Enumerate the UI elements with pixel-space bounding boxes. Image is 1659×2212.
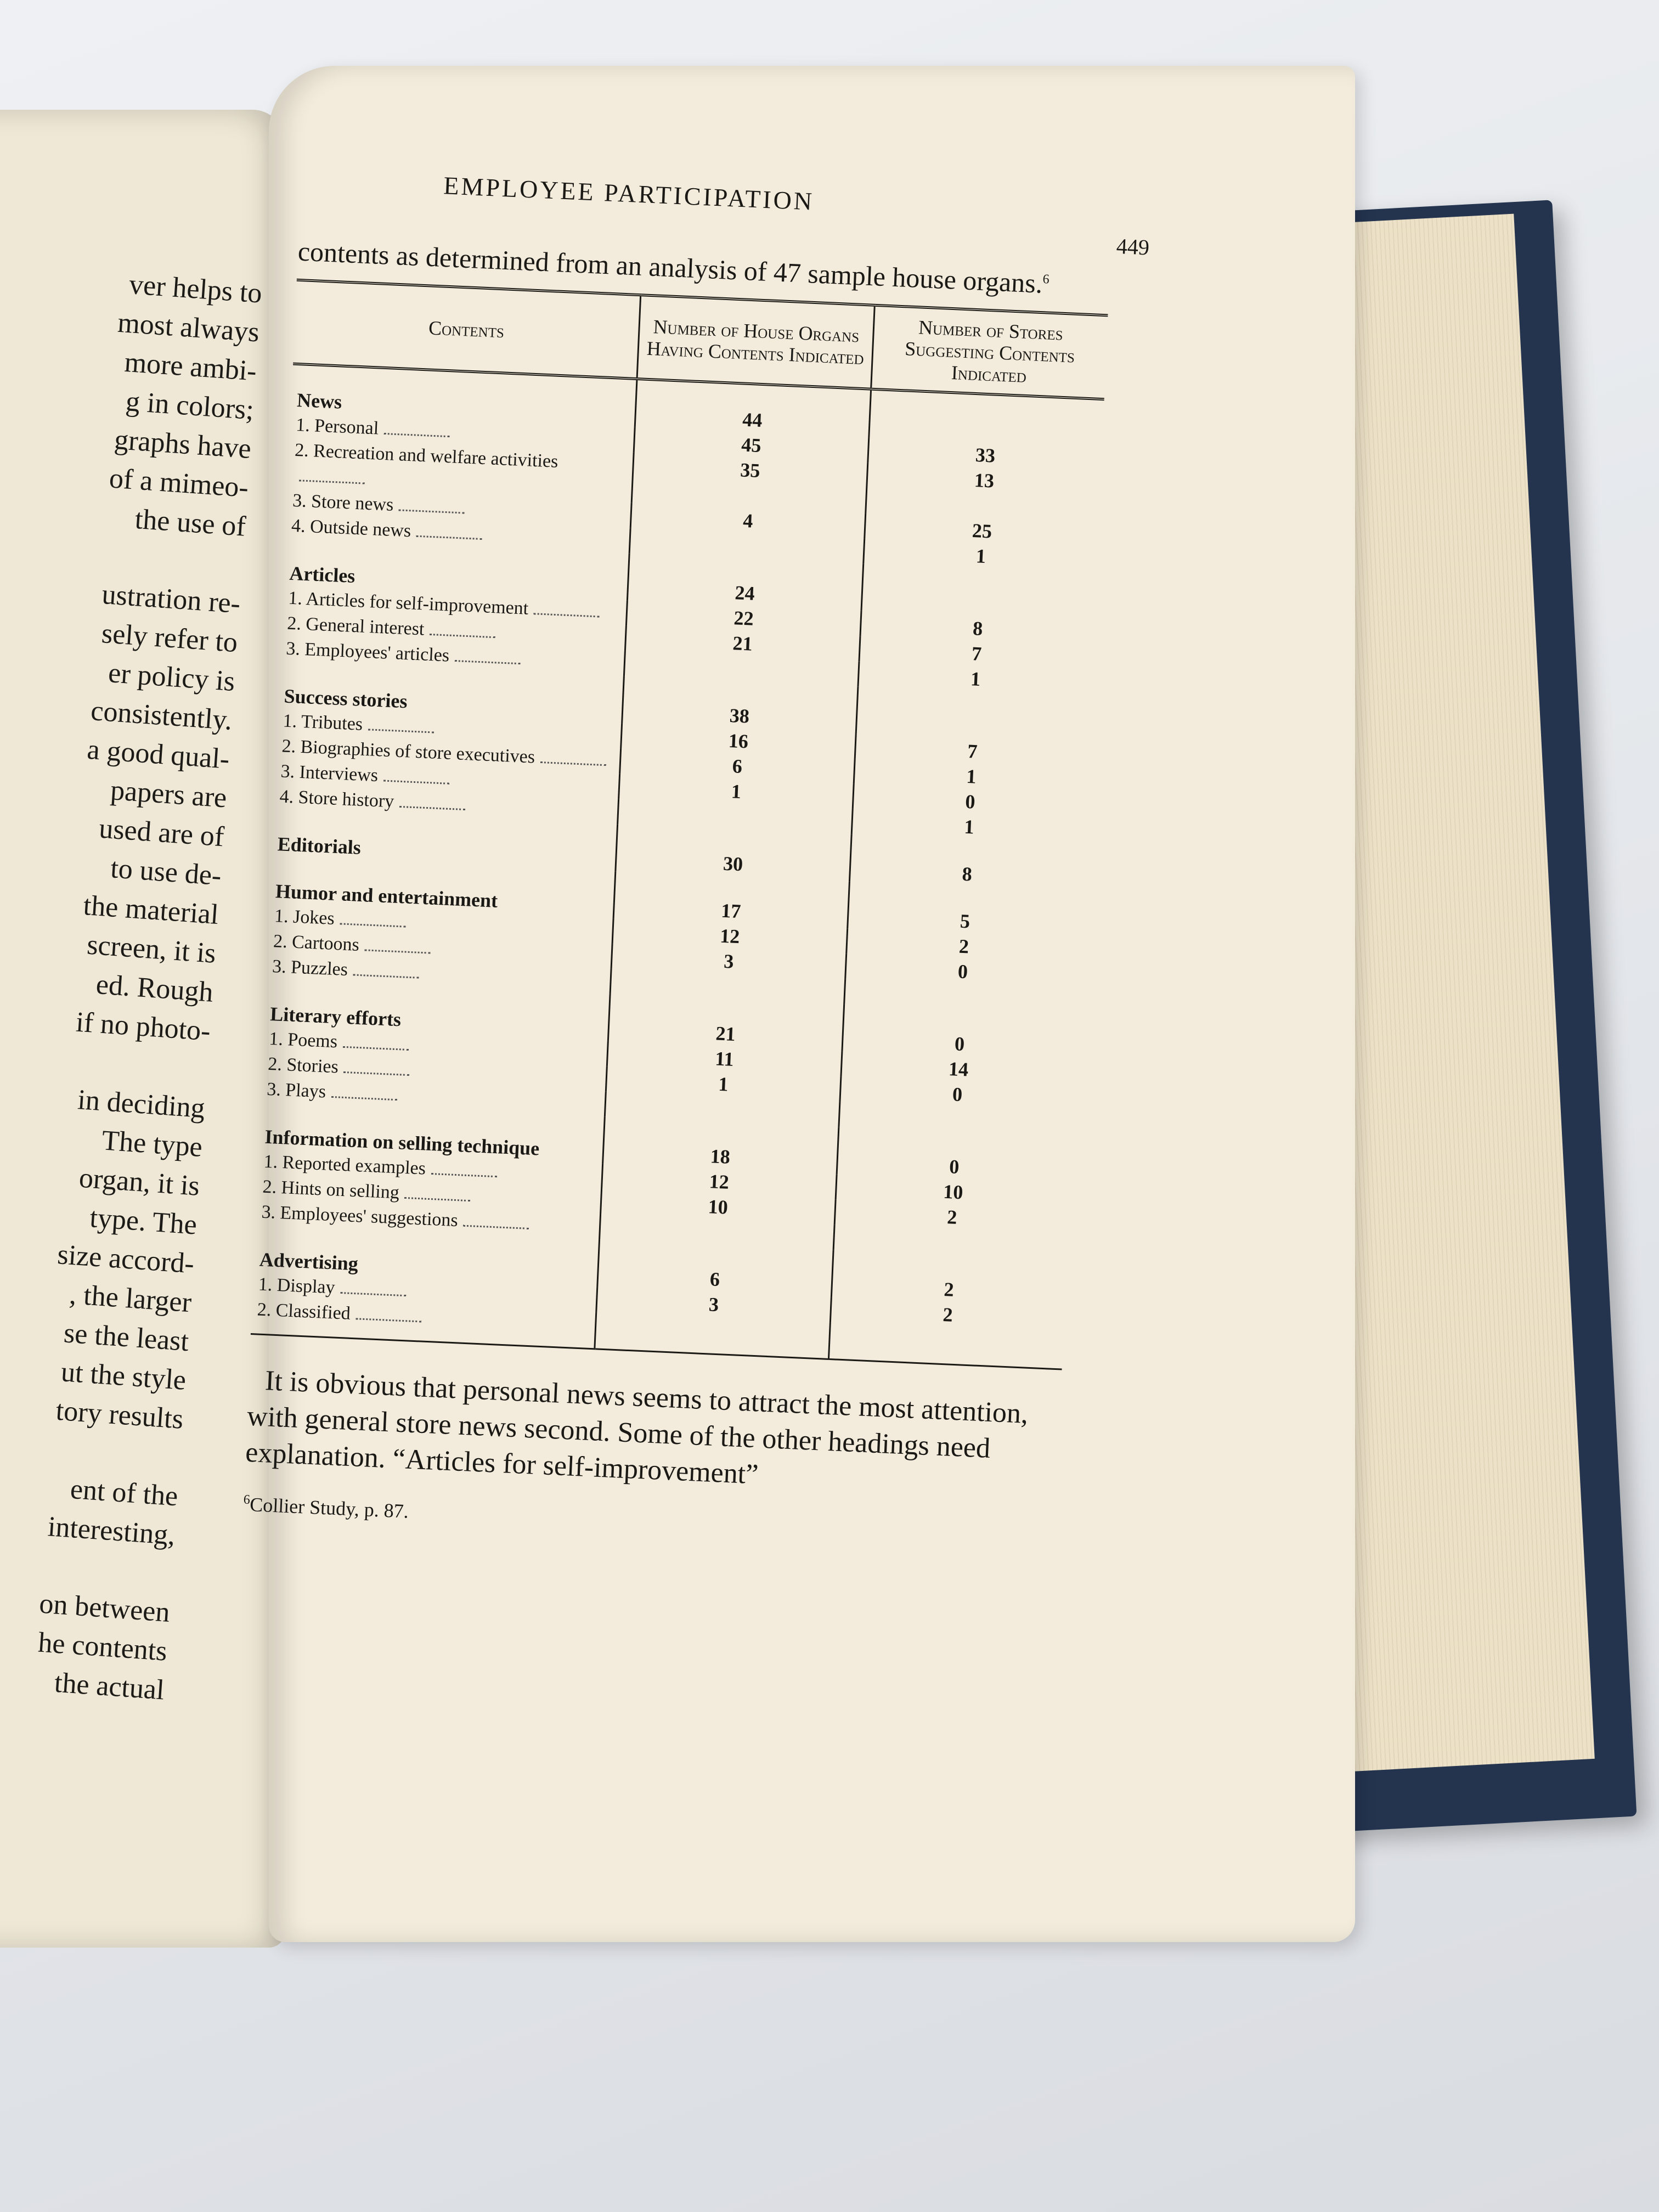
house-organs-count: 3 [596, 1286, 832, 1322]
leader-dots [534, 613, 600, 617]
left-text-line: he contents [37, 1627, 168, 1667]
leader-dots [399, 509, 465, 514]
page-number: 449 [1115, 233, 1150, 260]
left-text-line: used are of [98, 812, 225, 853]
row-label: 3. Puzzles [266, 953, 611, 994]
row-label: 1. Jokes [268, 903, 613, 943]
house-organs-count: 4 [630, 503, 866, 538]
intro-text: contents as determined from an analysis of 47 sample house organs.$^6$ [297, 235, 1050, 299]
row-label: News [296, 388, 343, 413]
left-text-line: papers are [109, 774, 228, 814]
left-text-line: graphs have [113, 424, 252, 465]
row-label: 1. Poems [263, 1026, 608, 1066]
row-label: 3. Employees' suggestions [256, 1199, 601, 1239]
header-contents: Contents [293, 280, 640, 379]
stores-count: 1 [851, 809, 1086, 845]
body-paragraph: It is obvious that personal news seems to attract the most attention, with general store news second. Some of the other headings need explanation. “Articles for self-improvement” [245, 1364, 1029, 1491]
row-label: Editorials [277, 832, 362, 859]
left-page [0, 110, 285, 1948]
row-label: 4. Outside news [285, 513, 630, 553]
row-label: 2. Classified [251, 1297, 596, 1349]
page-content [242, 165, 1151, 1553]
header-house-organs: Number of House Organs Having Contents Indicated [637, 295, 874, 388]
left-text-line: sely refer to [100, 618, 239, 659]
row-label: 2. Recreation and welfare activities [287, 437, 634, 503]
leader-dots [404, 1197, 470, 1201]
leader-dots [399, 806, 465, 810]
house-organs-count: 45 [634, 427, 869, 463]
left-text-line: g in colors; [125, 386, 255, 426]
left-text-line: the actual [53, 1667, 166, 1706]
stores-count: 10 [836, 1174, 1070, 1210]
leader-dots [383, 780, 449, 784]
leader-dots [299, 479, 365, 484]
left-text-line: consistently. [89, 695, 234, 736]
house-organs-count: 3 [611, 944, 847, 979]
left-text-line: er policy is [107, 657, 236, 698]
table-body [251, 364, 1104, 1369]
house-organs-count: 24 [627, 553, 863, 611]
left-text-line: screen, it is [86, 929, 217, 969]
leader-dots [463, 1224, 529, 1229]
left-text-line: a good qual- [86, 733, 231, 775]
contents-table [251, 278, 1108, 1370]
stores-count: 2 [831, 1250, 1066, 1307]
left-text-line: ut the style [60, 1356, 187, 1397]
footnote-text: Collier Study, p. 87. [249, 1493, 409, 1522]
row-label: 2. Hints on selling [257, 1174, 602, 1214]
stores-count: 8 [849, 834, 1085, 891]
row-label: Humor and entertainment [275, 879, 499, 912]
stores-count: 0 [842, 1004, 1077, 1061]
house-organs-count: 35 [631, 453, 868, 514]
left-text-line: organ, it is [78, 1162, 201, 1202]
row-label: 3. Store news [286, 488, 631, 528]
row-label: 3. Interviews [275, 759, 620, 799]
left-text-line: if no photo- [75, 1006, 212, 1047]
stores-count: 0 [840, 1076, 1074, 1112]
stores-count: 1 [864, 538, 1098, 574]
row-label: Articles [289, 562, 356, 587]
row-label: 2. Stories [262, 1051, 607, 1091]
row-label: 1. Reported examples [258, 1149, 603, 1189]
stores-count: 2 [830, 1297, 1064, 1333]
house-organs-count: 6 [620, 748, 855, 784]
house-organs-count: 12 [601, 1164, 837, 1199]
left-text-line: ver helps to [128, 269, 263, 309]
leader-dots [540, 761, 606, 766]
left-text-line: in deciding [76, 1084, 206, 1125]
house-organs-count: 10 [600, 1189, 836, 1224]
left-text-line: se the least [63, 1317, 190, 1358]
row-label: 4. Store history [274, 784, 619, 824]
stores-count: 1 [854, 759, 1088, 794]
stores-count: 13 [866, 462, 1101, 523]
left-text-line: ustration re- [100, 578, 241, 620]
stores-count: 0 [853, 784, 1087, 820]
house-organs-count: 1 [606, 1066, 841, 1102]
stores-count: 5 [848, 881, 1083, 938]
left-text-line: type. The [88, 1202, 198, 1241]
leader-dots [384, 433, 450, 437]
row-label: Information on selling technique [264, 1125, 540, 1160]
left-text-line: on between [38, 1588, 171, 1628]
house-organs-count: 12 [612, 918, 848, 954]
row-label: 1. Personal [290, 412, 635, 452]
house-organs-count: 1 [619, 774, 854, 809]
house-organs-count: 16 [621, 723, 856, 759]
row-label: Advertising [259, 1248, 359, 1275]
header-stores: Number of Stores Suggesting Contents Indicated [871, 305, 1108, 399]
house-organs-count: 18 [602, 1116, 838, 1174]
stores-count: 2 [834, 1199, 1069, 1235]
house-organs-count: 21 [608, 994, 844, 1052]
left-text-line: to use de- [109, 853, 223, 892]
left-text-line: the use of [134, 503, 247, 543]
stores-count: 7 [855, 733, 1089, 769]
stores-count: 2 [847, 928, 1081, 964]
leader-dots [343, 1046, 409, 1050]
left-text-line: ed. Rough [95, 968, 215, 1008]
house-organs-count: 17 [613, 871, 849, 929]
stores-count: 7 [859, 636, 1093, 672]
row-label: 1. Articles for self-improvement [283, 585, 628, 625]
stores-count: 25 [865, 513, 1099, 549]
row-label: Success stories [283, 685, 408, 712]
leader-dots [340, 1292, 406, 1296]
leader-dots [340, 923, 405, 927]
stores-count: 1 [858, 661, 1092, 697]
left-text-line: interesting, [47, 1511, 177, 1551]
page-header [300, 165, 1152, 260]
leader-dots [455, 660, 521, 664]
left-text-line: tory results [55, 1395, 185, 1435]
leader-dots [353, 974, 419, 978]
footnote-mark: 6 [243, 1492, 251, 1507]
row-label: 2. General interest [281, 611, 627, 651]
leader-dots [356, 1318, 421, 1322]
left-text-line: more ambi- [123, 346, 258, 387]
house-organs-count: 44 [635, 379, 871, 437]
stores-count: 8 [860, 611, 1094, 646]
stores-count: 0 [845, 953, 1080, 989]
row-label: 2. Biographies of store executives [276, 733, 621, 774]
stores-count: 0 [837, 1127, 1072, 1184]
row-label: 1. Display [252, 1272, 597, 1312]
house-organs-count: 22 [626, 600, 861, 636]
row-label: 1. Tributes [277, 708, 622, 748]
running-head: EMPLOYEE PARTICIPATION [443, 171, 815, 216]
row-label: Literary efforts [269, 1002, 402, 1031]
house-organs-count: 38 [622, 676, 858, 733]
house-organs-count: 11 [607, 1041, 842, 1077]
left-text-line: size accord- [56, 1239, 195, 1280]
house-organs-count: 21 [625, 625, 860, 661]
leader-dots [343, 1071, 409, 1076]
leader-dots [331, 1096, 397, 1101]
left-page-text [0, 255, 263, 1710]
right-page [243, 66, 1355, 1942]
leader-dots [430, 634, 495, 638]
row-label: 3. Employees' articles [280, 636, 625, 676]
leader-dots [431, 1173, 496, 1177]
house-organs-count: 6 [597, 1239, 833, 1297]
row-label: 2. Cartoons [267, 928, 612, 968]
left-text-line: most always [116, 307, 261, 348]
left-text-line: The type [100, 1125, 204, 1164]
leader-dots [364, 949, 430, 953]
house-organs-count: 30 [616, 824, 851, 882]
row-label: 3. Plays [261, 1076, 606, 1116]
stores-count: 33 [868, 437, 1102, 473]
footnote-ref: 6 [1042, 272, 1050, 287]
left-text-line: ent of the [69, 1473, 179, 1513]
left-text-line: the material [82, 889, 220, 931]
leader-dots [368, 729, 434, 733]
stores-count: 14 [841, 1051, 1075, 1087]
leader-dots [416, 535, 482, 539]
left-text-line: , the larger [68, 1278, 193, 1319]
left-text-line: of a mimeo- [108, 462, 250, 504]
